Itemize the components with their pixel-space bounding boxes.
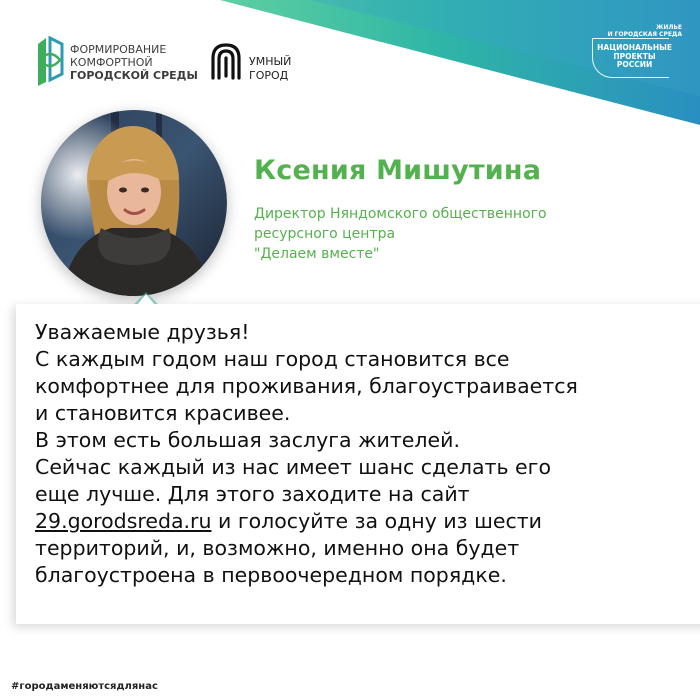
badge-small-text [608,24,682,38]
message-line-8-rest: и голосуйте за одну из шести [211,509,542,533]
badge-small-line-2: И ГОРОДСКАЯ СРЕДА [607,31,682,38]
person-name: Ксения Мишутина [254,155,542,186]
fingerprint-icon [209,40,243,82]
portrait-photo [41,110,227,296]
smart-city-logo [209,40,319,84]
message-line-7: еще лучше. Для этого заходите на сайт [35,482,470,506]
badge-big-text [597,44,672,70]
smart-city-line-2: ГОРОД [249,69,289,82]
message-line-8 [35,508,685,535]
person-role-line-3: "Делаем вместе" [254,246,380,262]
fkgs-line-1: ФОРМИРОВАНИЕ [70,43,167,56]
message-line-3: комфортнее для проживания, благоустраивается [35,374,578,398]
smart-city-line-1: УМНЫЙ [249,55,292,68]
hashtag: #городаменяютсядлянас [11,681,158,692]
badge-big-line-3: РОССИИ [616,60,653,69]
message-line-5: В этом есть большая заслуга жителей. [35,428,460,452]
badge-big-line-1: НАЦИОНАЛЬНЫЕ [597,43,672,52]
card-pointer [138,294,154,304]
message-line-4: и становится красивее. [35,401,291,425]
fkgs-line-2: КОМФОРТНОЙ [70,56,153,69]
message-line-10: благоустроена в первоочередном порядке. [35,563,507,587]
person-role-line-1: Директор Няндомского общественного [254,206,547,222]
message-line-9: территорий, и, возможно, именно она будет [35,536,520,560]
person-role-line-2: ресурсного центра [254,226,396,242]
portrait-illustration [41,110,227,296]
message-text [35,319,685,589]
person-role [254,204,547,264]
fkgs-line-3: ГОРОДСКОЙ СРЕДЫ [70,69,198,82]
message-line-2: С каждым годом наш город становится все [35,347,510,371]
fkgs-logo-icon [34,34,66,88]
message-line-6: Сейчас каждый из нас имеет шанс сделать его [35,455,551,479]
badge-small-line-1: ЖИЛЬЕ [655,24,682,31]
message-line-1: Уважаемые друзья! [35,320,250,344]
national-projects-badge [592,20,690,84]
website-link[interactable]: 29.gorodsreda.ru [35,509,212,533]
fkgs-logo [34,34,198,90]
badge-big-line-2: ПРОЕКТЫ [613,51,656,61]
